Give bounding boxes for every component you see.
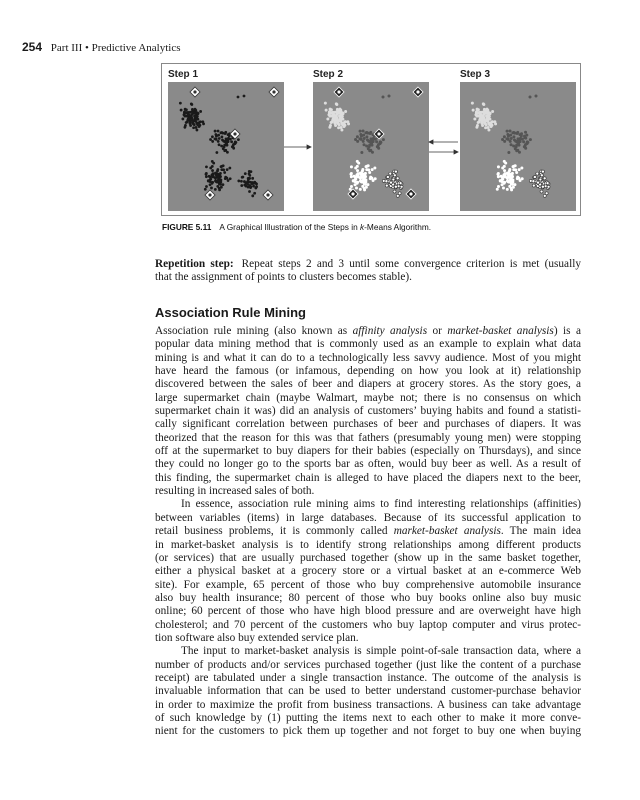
page-number: 254 [22, 40, 43, 54]
text-segment: between variables (items) in large databases. Because of its successful application to [155, 511, 581, 524]
paragraph [155, 645, 581, 738]
text-segment: site). For example, 65 percent of those who buy comprehensive automobile insurance [155, 578, 581, 591]
text-line [155, 552, 581, 565]
text-segment: The input to market-basket analysis is simple point-of-sale transaction data, where a [181, 645, 581, 658]
text-line [155, 392, 581, 405]
text-line [155, 365, 581, 378]
text-segment: resulting in increased sales of both. [155, 485, 315, 498]
text-line [155, 352, 581, 365]
text-line [155, 659, 581, 672]
running-header [22, 40, 181, 54]
text-line [155, 712, 581, 725]
text-segment: number of products and/or services purchased together (just like the content of a purchase [155, 658, 581, 671]
text-line [155, 539, 581, 552]
text-line [155, 325, 581, 338]
figure-caption-label: FIGURE 5.11 [162, 222, 212, 232]
caption-italic: k [360, 222, 365, 232]
paragraph [155, 325, 581, 498]
text-segment: ) is a [553, 325, 581, 337]
step-2-label: Step 2 [313, 69, 344, 80]
text-line [155, 338, 581, 351]
italic-term: market-basket analysis [393, 525, 501, 538]
text-segment: of such knowledge by (1) putting the items next to each other to make it more conve- [155, 711, 581, 724]
text-segment: . The main idea [500, 525, 581, 538]
text-segment: discovered between the sales of beer and diapers at grocery stores. As the story goes, a [155, 378, 581, 391]
text-segment: theorized that the reason for this was that fathers (presumably young men) were stopping [155, 431, 581, 444]
text-line [155, 418, 581, 431]
text-line [155, 605, 581, 618]
italic-term: market-basket analysis [447, 325, 554, 337]
italic-term: affinity analysis [352, 325, 428, 337]
text-line [155, 565, 581, 578]
text-segment: retail business problems, it is commonly called [155, 525, 394, 538]
text-line [155, 699, 581, 712]
text-line [155, 498, 581, 511]
text-segment: popular data mining method that is commonly used as an example to explain what data [155, 338, 581, 351]
text-line [155, 432, 581, 445]
text-segment: either a physical basket at a grocery store or a virtual basket at an e-commerce Web [155, 565, 581, 578]
step-3-label: Step 3 [460, 69, 491, 80]
text-segment: receipt) are tabulated under a single transaction instance. The outcome of the analysis is [155, 671, 581, 684]
paragraph [155, 498, 581, 645]
text-segment: or [427, 325, 448, 337]
text-segment: mining is and what it can do to a technologically less savvy audience. Most of you might [155, 351, 581, 364]
text-segment: (or services) that are usually purchased together (show up in the same basket together, [155, 551, 581, 564]
text-line [155, 512, 581, 525]
caption-text-end: -Means Algorithm. [364, 222, 432, 232]
text-line [155, 685, 581, 698]
text-line [155, 632, 581, 645]
text-segment: cholesterol; and 70 percent of the customers who buy laptop computer and virus protec- [155, 618, 581, 631]
text-segment: they could no longer go to the sports bar as often, would buy beer as well. As a result of [155, 458, 581, 471]
running-title: Part III • Predictive Analytics [50, 42, 181, 54]
text-segment: have heard the famous (or infamous, depending on how you look at it) relationship [155, 365, 581, 378]
text-line [155, 619, 581, 632]
text-segment: In essence, association rule mining aims to find interesting relationships (affinities) [181, 498, 581, 511]
text-segment: Association rule mining (also known as [155, 325, 353, 337]
kmeans-figure [161, 63, 581, 216]
text-segment: invaluable information that can be used to better understand customer-purchase behavior [155, 685, 581, 698]
text-segment: online; 60 percent of those who have high blood pressure and are overweight have high [155, 605, 581, 618]
text-line [155, 458, 581, 471]
text-line [155, 472, 581, 485]
text-segment: this finding, the supermarket chain is alleged to have placed the diapers next to the beer, [155, 471, 581, 484]
figure-caption [162, 222, 431, 232]
text-segment: also buy health insurance; 80 percent of those who buy books online also buy music [155, 591, 581, 604]
text-segment: off at the supermarket to buy diapers for their babies (especially on Thursdays), and since [155, 445, 581, 458]
text-line [155, 445, 581, 458]
step-arrows [162, 64, 582, 217]
text-line [155, 378, 581, 391]
text-line [155, 645, 581, 658]
repetition-step [155, 258, 581, 285]
text-line [155, 579, 581, 592]
text-line [155, 592, 581, 605]
text-line [155, 485, 581, 498]
body-text [155, 325, 581, 739]
text-line [155, 525, 581, 538]
repetition-text-2: that the assignment of points to clusters becomes stable). [155, 271, 412, 284]
text-segment: in market-basket analysis is to identify strong relationships among different products [155, 538, 581, 551]
text-line [155, 725, 581, 738]
text-segment: in order to maximize the profit from business transactions. A business can take advantage [155, 698, 581, 711]
section-heading: Association Rule Mining [155, 305, 306, 320]
repetition-text: Repeat steps 2 and 3 until some convergence criterion is met (usually [241, 258, 581, 270]
text-line [155, 672, 581, 685]
text-segment: nient for the customers to pick them up together and not forget to buy one when buying [155, 725, 581, 738]
text-line [155, 405, 581, 418]
text-segment: cally significant correlation between purchases of beer and purchases of diapers. It was [155, 418, 581, 431]
text-segment: supermarket chain it was) did an analysis of customers’ buying habits and found a statisti- [155, 405, 581, 418]
text-segment: tion software also buy extended service plan. [155, 631, 359, 644]
caption-text: A Graphical Illustration of the Steps in [219, 222, 361, 232]
text-segment: large supermarket chain (maybe Walmart, maybe not; there is no consensus on which [155, 391, 581, 404]
repetition-label: Repetition step: [155, 258, 234, 270]
step-1-label: Step 1 [168, 69, 199, 80]
